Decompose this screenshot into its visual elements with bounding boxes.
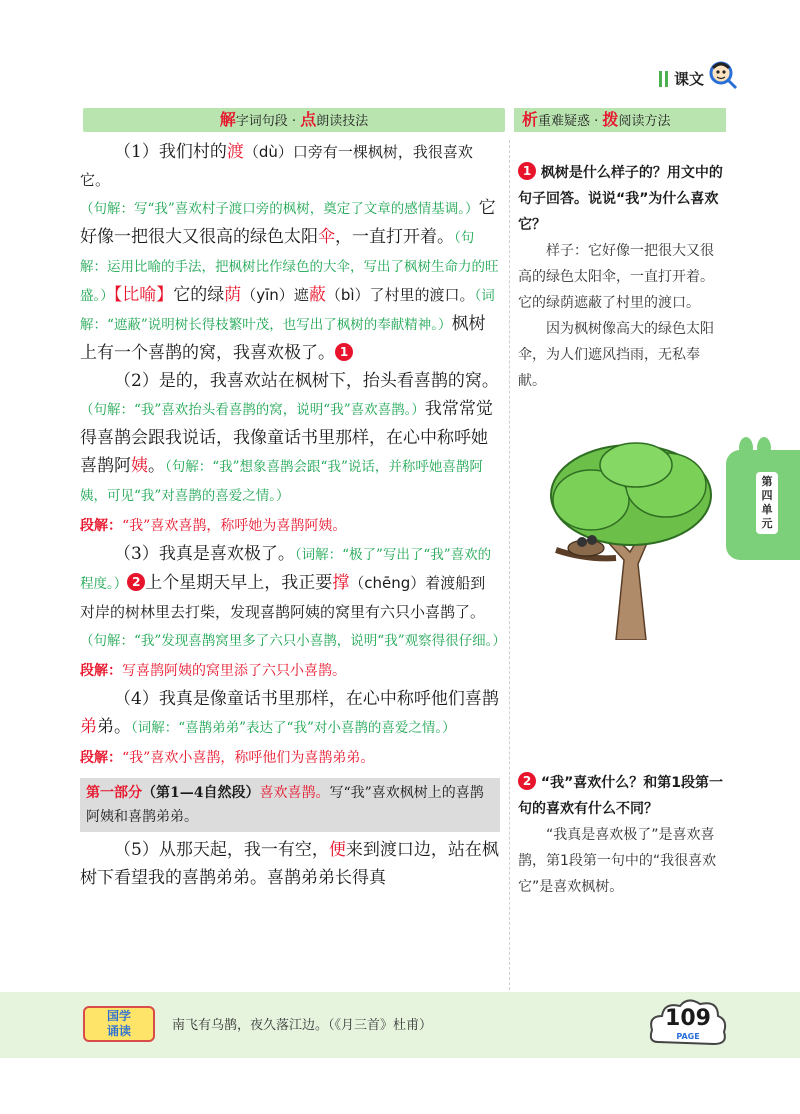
sentence-note: （句解：运用比喻的手法，把枫树比作绿色的大伞，写出了枫树生命力的旺盛。）	[80, 230, 499, 304]
word-note: （词解：“遮蔽”说明树长得枝繁叶茂，也写出了枫树的奉献精神。）	[80, 288, 495, 333]
poem-line: 南飞有乌鹊，夜久落江边。（《月三首》杜甫）	[172, 1018, 433, 1033]
paragraph-2: （2）是的，我喜欢站在枫树下，抬头看喜鹊的窝。（句解：“我”喜欢抬头看喜鹊的窝，说明“我”喜欢喜鹊。）我常常觉得喜鹊会跟我说话，我像童话书里那样，在心中称呼她喜鹊阿姨。（句解：“我”想象喜鹊会跟“我”说话，并称呼她喜鹊阿姨，可见“我”对喜鹊的喜爱之情。）	[80, 371, 499, 504]
sentence-note: （句解：“我”想象喜鹊会跟“我”说话，并称呼她喜鹊阿姨，可见“我”对喜鹊的喜爱之情。）	[80, 459, 483, 504]
bunny-ears-icon	[736, 436, 776, 458]
main-text-column	[80, 138, 506, 892]
lesson-bars-icon	[659, 71, 668, 87]
lesson-tag	[659, 68, 704, 89]
right-section-header: 析重难疑惑 · 拨阅读方法	[514, 108, 726, 132]
question-number-2: 2	[518, 772, 536, 790]
paragraph-3: （3）我真是喜欢极了。（词解：“极了”写出了“我”喜欢的程度。） 2 上个星期天早上，我正要撑（chēng）着渡船到对岸的树林里去打柴，发现喜鹊阿姨的窝里有六只小喜鹊了。（句解：“我”发现喜鹊窝里多了六只小喜鹊，说明“我”观察得很仔细。）	[80, 544, 506, 649]
paragraph-1: （1）我们村的渡（dù）口旁有一棵枫树，我很喜欢它。（句解：写“我”喜欢村子渡口旁的枫树，奠定了文章的感情基调。）它好像一把很大又很高的绿色太阳伞，一直打开着。（句解：运用比喻的手法，把枫树比作绿色的大伞，写出了枫树生命力的旺盛。）【比喻】它的绿荫（yīn）遮蔽（bì）了村里的渡口。（词解：“遮蔽”说明树长得枝繁叶茂，也写出了枫树的奉献精神。）枫树上有一个喜鹊的窝，我喜欢极了。 1	[80, 142, 499, 363]
question-1-block	[518, 160, 726, 394]
sentence-note: （句解：“我”喜欢抬头看喜鹊的窝，说明“我”喜欢喜鹊。）	[80, 402, 425, 418]
mascot-magnifier-icon	[708, 60, 738, 90]
unit-side-tab[interactable]	[726, 450, 800, 560]
left-section-header: 解字词句段 · 点朗读技法	[83, 108, 505, 132]
word-note: （词解：“喜鹊弟弟”表达了“我”对小喜鹊的喜爱之情。）	[131, 720, 456, 736]
segment-summary-3: 段解：写喜鹊阿姨的窝里添了六只小喜鹊。	[80, 663, 346, 679]
answer-1b: 因为枫树像高大的绿色太阳伞，为人们遮风挡雨，无私奉献。	[518, 321, 714, 389]
lesson-label: 课文	[673, 70, 704, 88]
column-divider	[509, 140, 510, 990]
question-1: 1 枫树是什么样子的？用文中的句子回答。说说“我”为什么喜欢它？	[518, 164, 723, 233]
part-summary-box: 第一部分（第1—4自然段）喜欢喜鹊。写“我”喜欢枫树上的喜鹊阿姨和喜鹊弟弟。	[80, 778, 500, 832]
question-2: 2 “我”喜欢什么？和第1段第一句的喜欢有什么不同？	[518, 774, 724, 817]
answer-1a: 样子：它好像一把很大又很高的绿色太阳伞，一直打开着。它的绿荫遮蔽了村里的渡口。	[518, 243, 714, 311]
page-number-badge: 109 PAGE	[648, 996, 728, 1052]
sentence-note: （句解：“我”发现喜鹊窝里多了六只小喜鹊，说明“我”观察得很仔细。）	[80, 633, 506, 649]
paragraph-4: （4）我真是像童话书里那样，在心中称呼他们喜鹊弟弟。（词解：“喜鹊弟弟”表达了“我”对小喜鹊的喜爱之情。）	[80, 689, 499, 737]
rhetoric-tag: 【比喻】	[113, 285, 174, 305]
question-marker-2: 2	[127, 573, 145, 591]
unit-label: 第 四 单 元	[756, 472, 778, 534]
word-note: （词解：“极了”写出了“我”喜欢的程度。）	[80, 547, 492, 592]
sentence-note: （句解：写“我”喜欢村子渡口旁的枫树，奠定了文章的感情基调。）	[80, 201, 479, 217]
segment-summary-2: 段解：“我”喜欢喜鹊，称呼她为喜鹊阿姨。	[80, 518, 347, 534]
answer-2: “我真是喜欢极了”是喜欢喜鹊，第1段第一句中的“我很喜欢它”是喜欢枫树。	[518, 827, 717, 895]
question-2-block	[518, 770, 726, 900]
question-marker-1: 1	[335, 343, 353, 361]
top-bar	[0, 60, 800, 94]
segment-summary-4: 段解：“我”喜欢小喜鹊，称呼他们为喜鹊弟弟。	[80, 750, 375, 766]
question-number-1: 1	[518, 162, 536, 180]
paragraph-5: （5）从那天起，我一有空，便来到渡口边，站在枫树下看望我的喜鹊弟弟。喜鹊弟弟长得真	[80, 840, 499, 888]
maple-tree-illustration	[546, 440, 716, 640]
classics-reading-badge: 国学 诵读	[83, 1006, 155, 1042]
